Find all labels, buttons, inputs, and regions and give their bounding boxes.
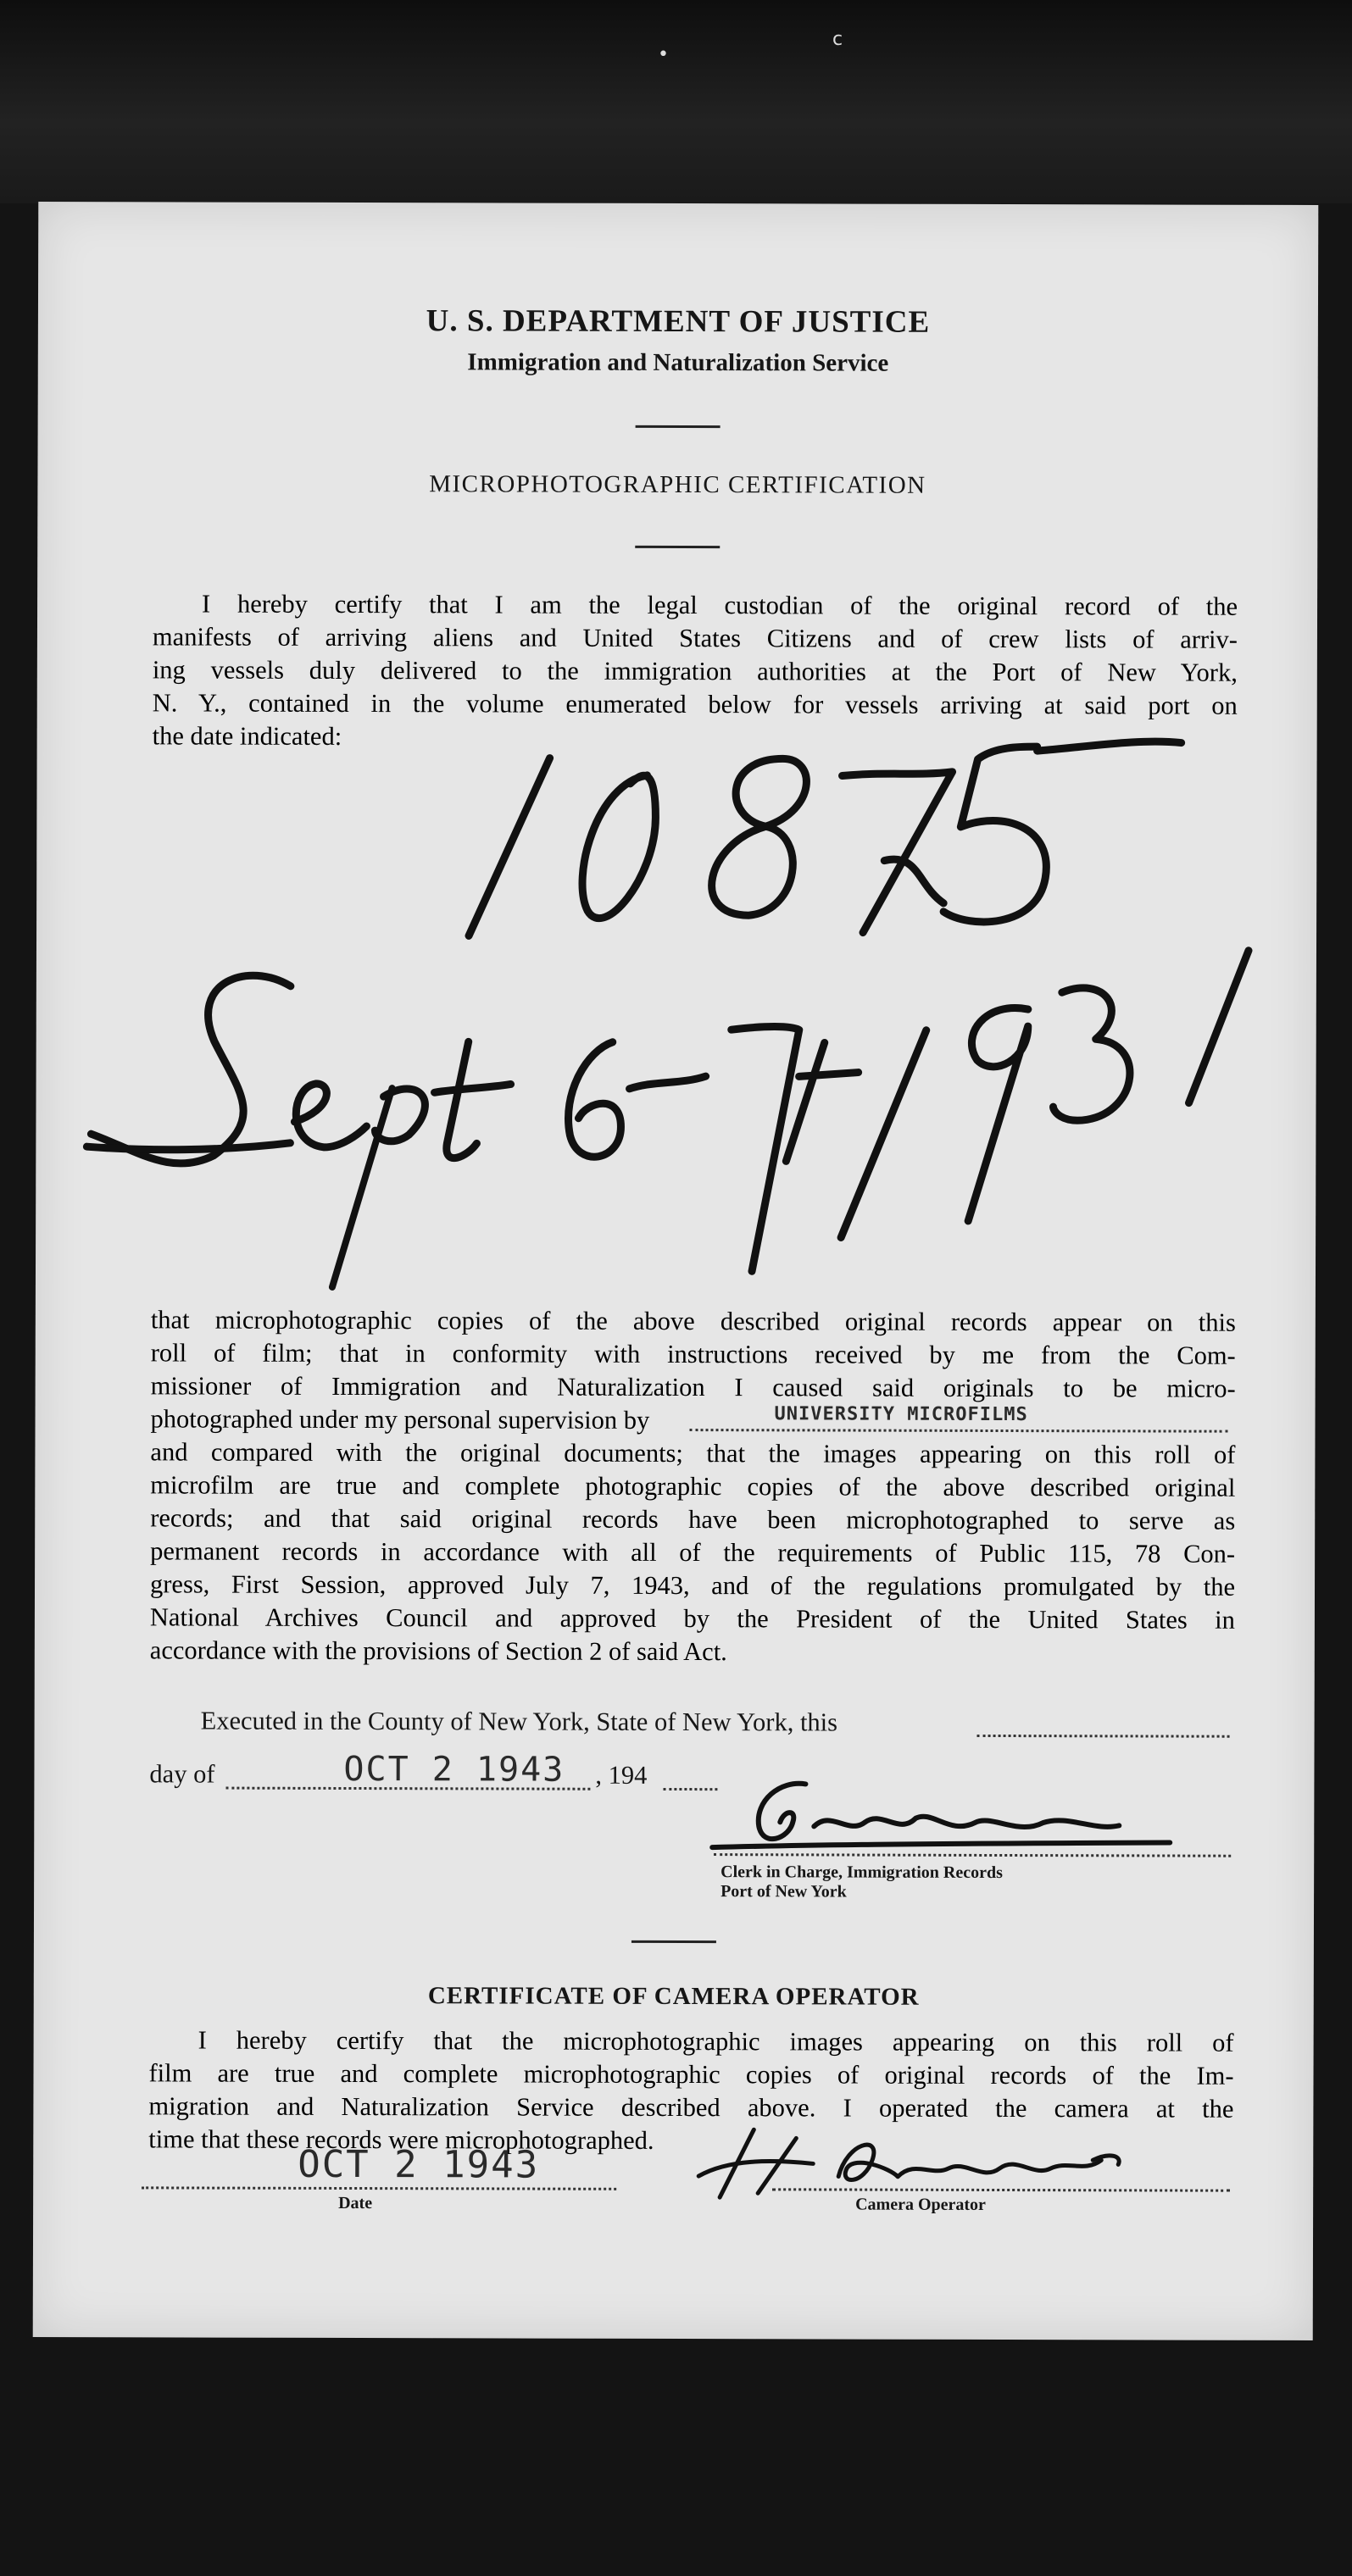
film-notch: c	[832, 29, 843, 50]
camera-date-stamp: OCT 2 1943	[298, 2142, 540, 2187]
film-dot: •	[658, 44, 669, 65]
intro-line: I hereby certify that I am the legal custodian of the original record of the	[202, 589, 1238, 621]
executed-fill-line	[977, 1735, 1230, 1738]
handwritten-volume	[443, 724, 1207, 946]
body-line: permanent records in accordance with all of the requirements of Public 115, 78 Con-	[150, 1536, 1236, 1568]
camera-line: film are true and complete microphotographic copies of original records of the Im-	[148, 2058, 1234, 2090]
year-prefix: , 194	[595, 1760, 648, 1790]
body-line: accordance with the provisions of Section 2 of said Act.	[149, 1635, 727, 1667]
clerk-title-line1: Clerk in Charge, Immigration Records	[721, 1863, 1003, 1883]
film-leader	[0, 0, 1352, 203]
camera-line: time that these records were microphotographed.	[148, 2124, 654, 2155]
certificate-page	[33, 202, 1319, 2340]
intro-line: ing vessels duly delivered to the immigration authorities at the Port of New York,	[152, 655, 1238, 687]
divider	[631, 1940, 716, 1943]
operator-label: Camera Operator	[855, 2195, 986, 2214]
day-of-date-stamp: OCT 2 1943	[343, 1749, 565, 1790]
clerk-title	[721, 1863, 1003, 1902]
body-line: microfilm are true and complete photographic copies of the above described original	[150, 1470, 1236, 1502]
service-subtitle: Immigration and Naturalization Service	[467, 348, 889, 377]
date-label: Date	[338, 2193, 373, 2213]
divider	[636, 425, 721, 428]
day-of-label: day of	[149, 1759, 215, 1789]
agency-title: U. S. DEPARTMENT OF JUSTICE	[426, 303, 931, 340]
executed-line: Executed in the County of New York, State of New York, this	[200, 1706, 838, 1737]
body-line: missioner of Immigration and Naturalization I caused said originals to be micro-	[150, 1371, 1236, 1403]
body-line: National Archives Council and approved by the President of the United States in	[149, 1602, 1235, 1635]
body-line: photographed under my personal supervision by	[150, 1404, 650, 1435]
clerk-title-line2: Port of New York	[721, 1882, 847, 1901]
body-line: and compared with the original documents; that the images appearing on this roll of	[150, 1437, 1236, 1469]
intro-line: N. Y., contained in the volume enumerated below for vessels arriving at said port on	[152, 688, 1238, 720]
body-line: records; and that said original records have been microphotographed to serve as	[150, 1503, 1236, 1535]
certification-title: MICROPHOTOGRAPHIC CERTIFICATION	[429, 470, 926, 499]
date-fill-line	[142, 2186, 616, 2190]
intro-line: manifests of arriving aliens and United States Citizens and of crew lists of arriv-	[152, 622, 1238, 654]
body-line: gress, First Session, approved July 7, 1943, and of the regulations promulgated by the	[149, 1569, 1236, 1602]
camera-line: I hereby certify that the microphotographic images appearing on this roll of	[198, 2025, 1234, 2057]
handwritten-dates	[120, 947, 1274, 1239]
body-paragraph	[150, 1303, 1236, 1669]
supervisor-stamp: UNIVERSITY MICROFILMS	[774, 1403, 1028, 1426]
body-line: that microphotographic copies of the above described original records appear on this	[150, 1305, 1236, 1337]
divider	[635, 546, 720, 548]
camera-line: migration and Naturalization Service described above. I operated the camera at the	[148, 2091, 1234, 2124]
intro-line: the date indicated:	[152, 721, 342, 751]
body-line: roll of film; that in conformity with instructions received by me from the Com-	[150, 1338, 1236, 1370]
camera-heading: CERTIFICATE OF CAMERA OPERATOR	[427, 1982, 920, 2011]
